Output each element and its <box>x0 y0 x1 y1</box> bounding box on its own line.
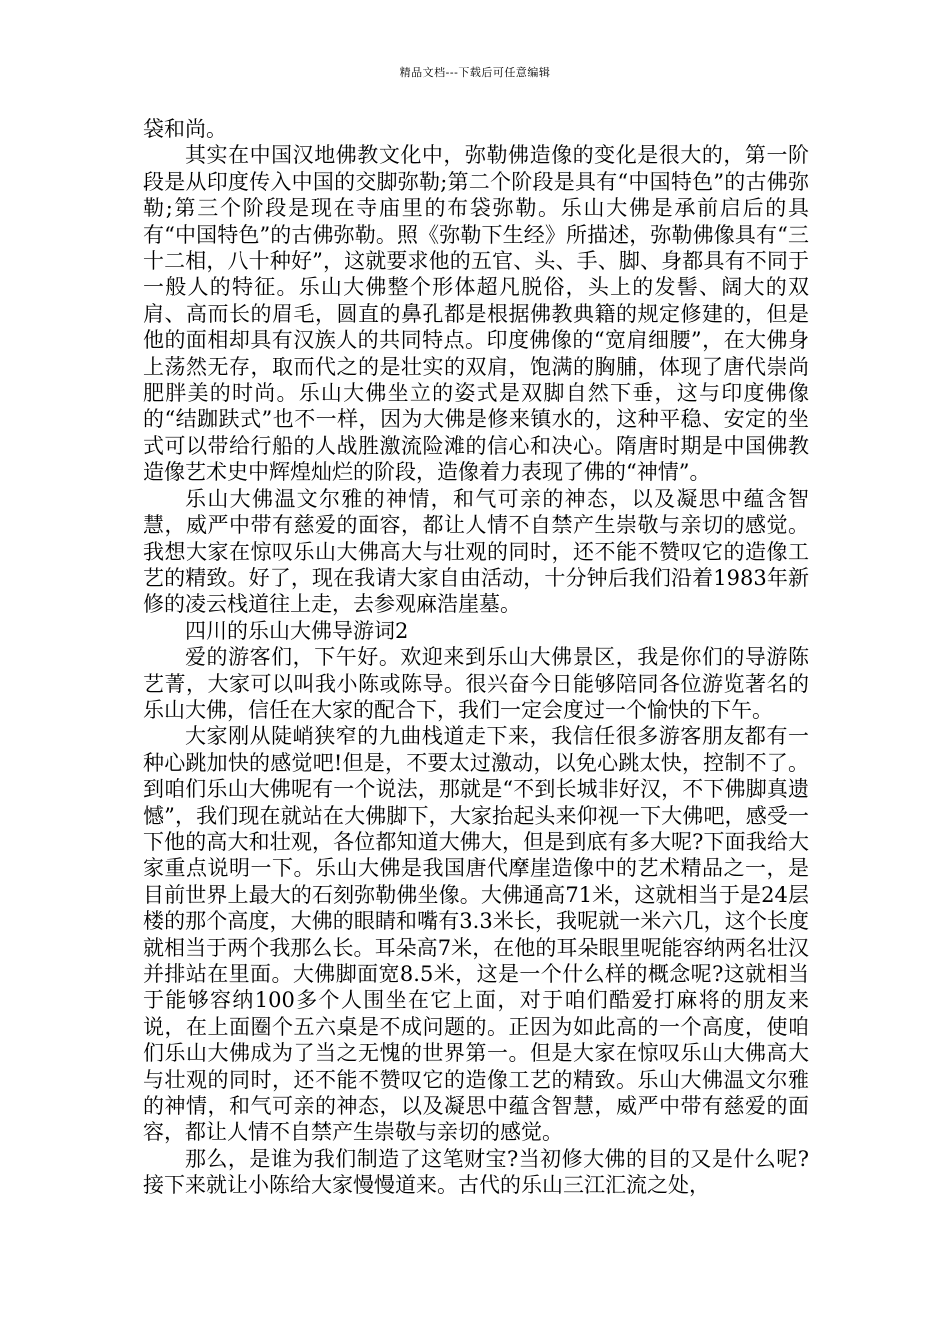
paragraph-continuation: 袋和尚。 <box>143 117 227 141</box>
page-header: 精品文档---下载后可任意编辑 <box>399 66 551 79</box>
paragraph-welcome: 爱的游客们，下午好。欢迎来到乐山大佛景区，我是你们的导游陈艺菁，大家可以叫我小陈或陈导。很兴奋今日能够陪同各位游览著名的乐山大佛，信任在大家的配合下，我们一定会度过一个愉快的下午。 <box>143 645 809 722</box>
section-heading: 四川的乐山大佛导游词2 <box>185 618 409 643</box>
paragraph-maitreya-stages: 其实在中国汉地佛教文化中，弥勒佛造像的变化是很大的，第一阶段是从印度传入中国的交脚弥勒;第二个阶段是具有“中国特色”的古佛弥勒;第三个阶段是现在寺庙里的布袋弥勒。乐山大佛是承前启后的具有“中国特色”的古佛弥勒。照《弥勒下生经》所描述，弥勒佛像具有“三十二相，八十种好”，这就要求他的五官、头、手、脚、身都具有不同于一般人的特征。乐山大佛整个形体超凡脱俗，头上的发髻、阔大的双肩、高而长的眉毛，圆直的鼻孔都是根据佛教典籍的规定修建的，但是他的面相却具有汉族人的共同特点。印度佛像的“宽肩细腰”，在大佛身上荡然无存，取而代之的是壮实的双肩，饱满的胸脯，体现了唐代崇尚肥胖美的时尚。乐山大佛坐立的姿式是双脚自然下垂，这与印度佛像的“结跏趺式”也不一样，因为大佛是修来镇水的，这种平稳、安定的坐式可以带给行船的人战胜激流险滩的信心和决心。隋唐时期是中国佛教造像艺术史中辉煌灿烂的阶段，造像着力表现了佛的“神情”。 <box>143 143 809 485</box>
document-body <box>143 116 809 1199</box>
paragraph-history-intro: 那么，是谁为我们制造了这笔财宝?当初修大佛的目的又是什么呢?接下来就让小陈给大家慢慢道来。古代的乐山三江汇流之处， <box>143 1146 809 1198</box>
paragraph-buddha-dimensions: 大家刚从陡峭狭窄的九曲栈道走下来，我信任很多游客朋友都有一种心跳加快的感觉吧!但是，不要太过激动，以免心跳太快，控制不了。到咱们乐山大佛呢有一个说法，那就是“不到长城非好汉，不下佛脚真遗憾”，我们现在就站在大佛脚下，大家抬起头来仰视一下大佛吧，感受一下他的高大和壮观，各位都知道大佛大，但是到底有多大呢?下面我给大家重点说明一下。乐山大佛是我国唐代摩崖造像中的艺术精品之一，是目前世界上最大的石刻弥勒佛坐像。大佛通高71米，这就相当于是24层楼的那个高度，大佛的眼睛和嘴有3.3米长，我呢就一米六几，这个长度就相当于两个我那么长。耳朵高7米，在他的耳朵眼里呢能容纳两名壮汉并排站在里面。大佛脚面宽8.5米，这是一个什么样的概念呢?这就相当于能够容纳100多个人围坐在它上面，对于咱们酷爱打麻将的朋友来说，在上面圈个五六桌是不成问题的。正因为如此高的一个高度，使咱们乐山大佛成为了当之无愧的世界第一。但是大家在惊叹乐山大佛高大与壮观的同时，还不能不赞叹它的造像工艺的精致。乐山大佛温文尔雅的神情，和气可亲的神态，以及凝思中蕴含智慧，威严中带有慈爱的面容，都让人情不自禁产生崇敬与亲切的感觉。 <box>143 724 809 1145</box>
paragraph-buddha-expression: 乐山大佛温文尔雅的神情，和气可亲的神态，以及凝思中蕴含智慧，威严中带有慈爱的面容，都让人情不自禁产生崇敬与亲切的感觉。我想大家在惊叹乐山大佛高大与壮观的同时，还不能不赞叹它的造像工艺的精致。好了，现在我请大家自由活动，十分钟后我们沿着1983年新修的凌云栈道往上走，去参观麻浩崖墓。 <box>143 486 809 617</box>
